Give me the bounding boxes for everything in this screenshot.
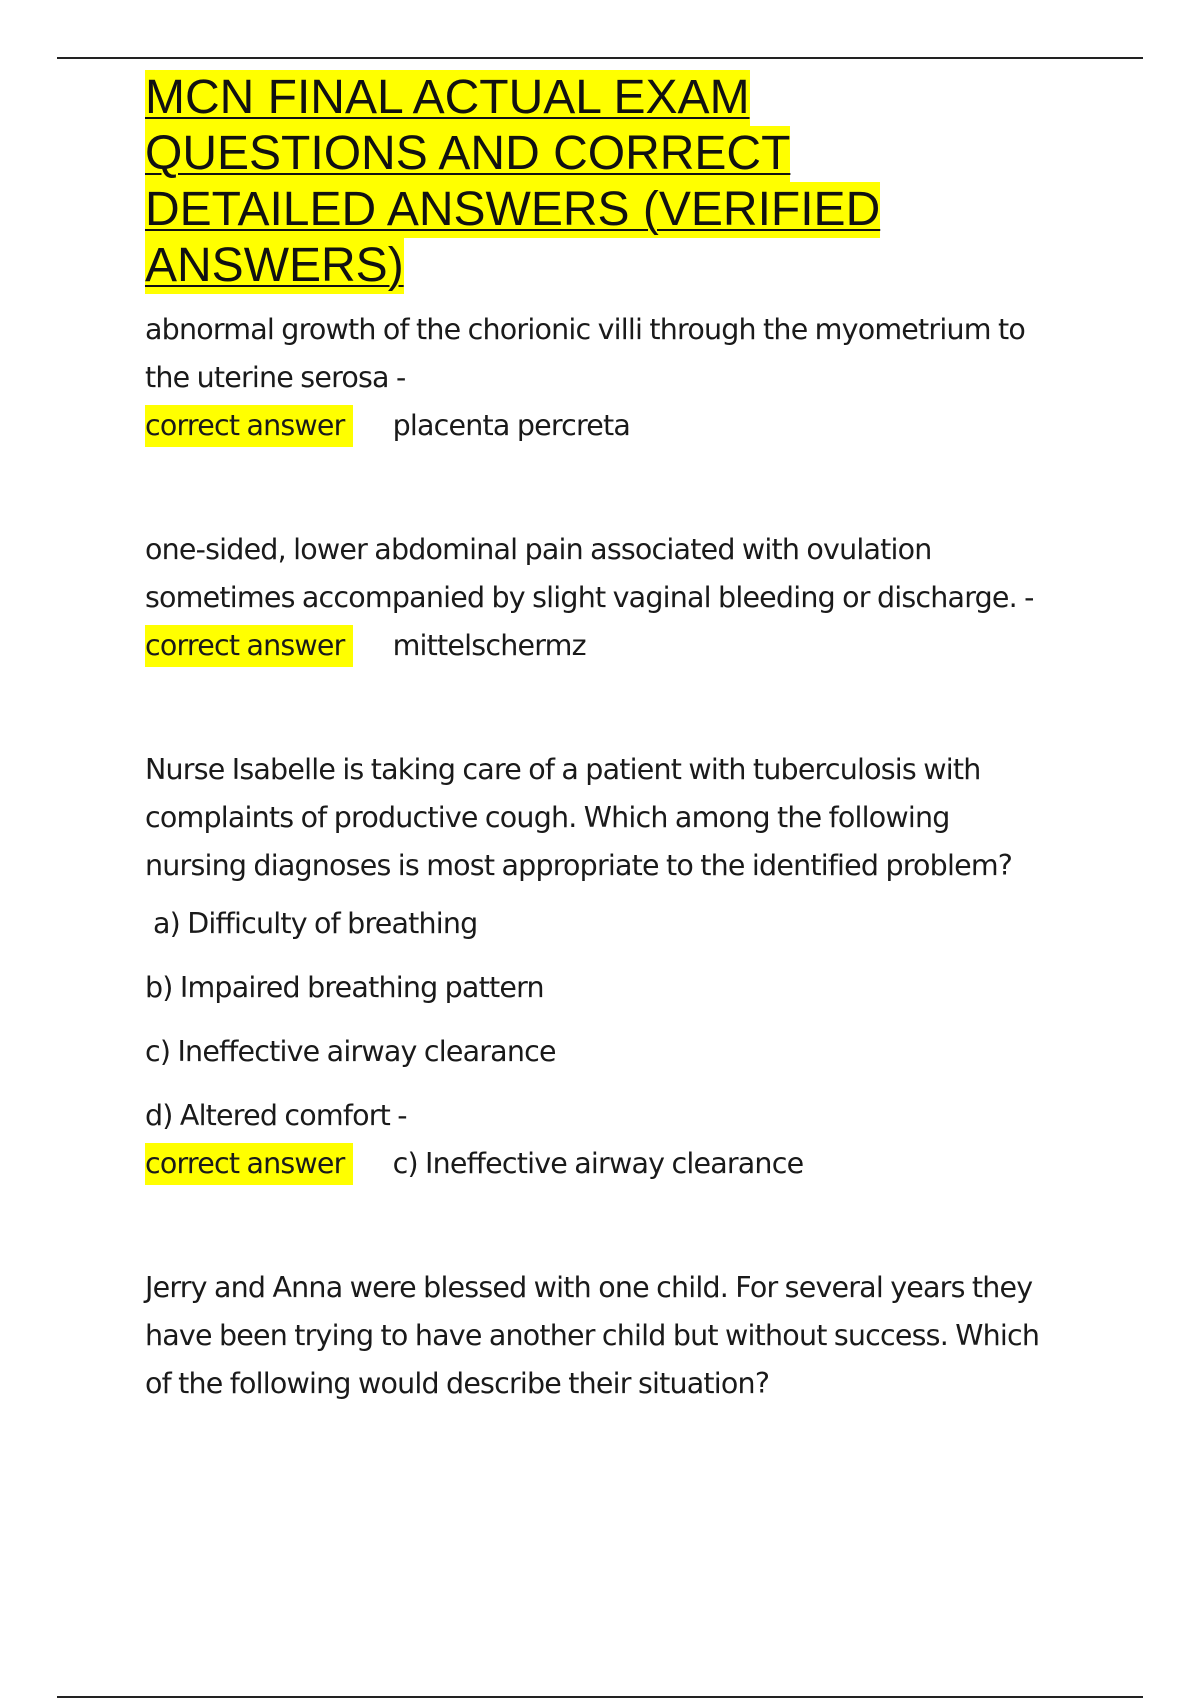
question-text-line: abnormal growth of the chorionic villi through the myometrium to	[145, 313, 1025, 346]
question-text-line: of the following would describe their situation?	[145, 1367, 770, 1400]
answer-value: c) Ineffective airway clearance	[392, 1147, 804, 1180]
title-line-3: DETAILED ANSWERS (VERIFIED	[145, 183, 881, 236]
top-rule	[57, 57, 1143, 59]
answer-value: placenta percreta	[392, 409, 631, 442]
answer-row	[145, 402, 1085, 450]
question-text-line: have been trying to have another child but without success. Which	[145, 1319, 1040, 1352]
question-text-line: complaints of productive cough. Which among the following	[145, 801, 950, 834]
question-text-line: Jerry and Anna were blessed with one child. For several years they	[145, 1271, 1033, 1304]
bottom-rule	[57, 1696, 1143, 1698]
option-d: d) Altered comfort -	[145, 1099, 407, 1132]
title-line-4: ANSWERS)	[145, 239, 404, 292]
title-line-2: QUESTIONS AND CORRECT	[145, 127, 791, 180]
correct-answer-label: correct answer	[145, 625, 353, 667]
option-c: c) Ineffective airway clearance	[145, 1035, 556, 1068]
question-block-4	[145, 1264, 1085, 1408]
answer-row	[145, 622, 1085, 670]
question-block-3	[145, 746, 1085, 1188]
title-line-1: MCN FINAL ACTUAL EXAM	[145, 71, 750, 124]
correct-answer-label: correct answer	[145, 1143, 353, 1185]
question-text-line: one-sided, lower abdominal pain associated with ovulation	[145, 533, 932, 566]
correct-answer-label: correct answer	[145, 405, 353, 447]
answer-options	[145, 900, 1085, 1140]
question-block-2	[145, 526, 1085, 670]
answer-value: mittelschermz	[392, 629, 586, 662]
option-a: a) Difficulty of breathing	[153, 907, 478, 940]
document-title	[145, 70, 1085, 294]
question-text-line: Nurse Isabelle is taking care of a patient with tuberculosis with	[145, 753, 981, 786]
option-b: b) Impaired breathing pattern	[145, 971, 544, 1004]
page-content	[145, 70, 1085, 1408]
answer-row	[145, 1140, 1085, 1188]
question-text-line: sometimes accompanied by slight vaginal bleeding or discharge. -	[145, 581, 1034, 614]
question-block-1	[145, 306, 1085, 450]
question-text-line: nursing diagnoses is most appropriate to the identified problem?	[145, 849, 1013, 882]
question-text-line: the uterine serosa -	[145, 361, 406, 394]
